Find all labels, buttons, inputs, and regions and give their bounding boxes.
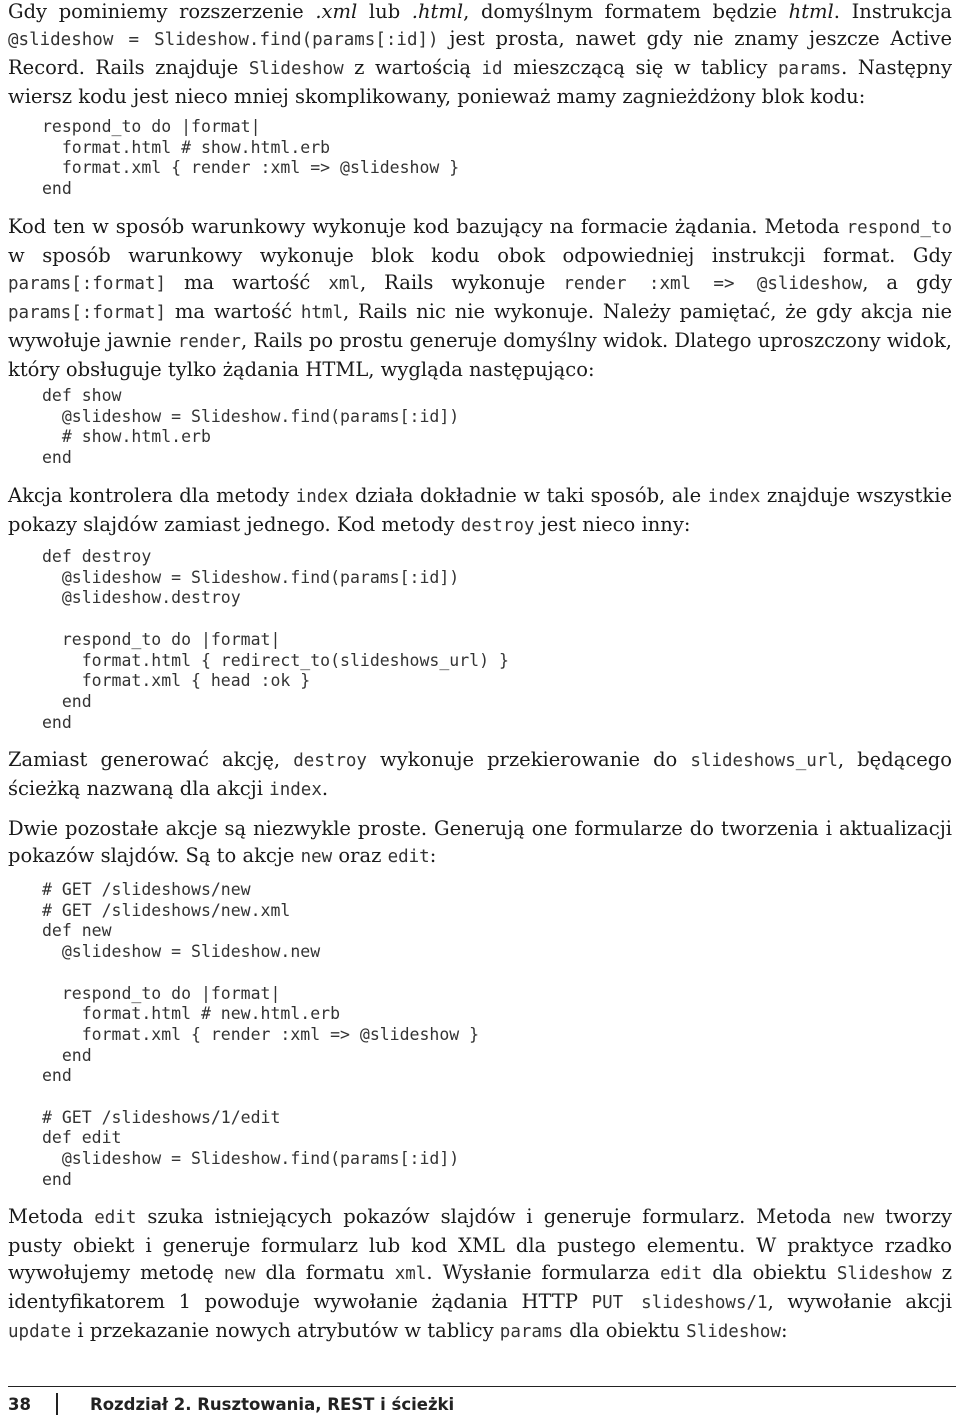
text-run: , a gdy (862, 271, 953, 294)
inline-code: html (300, 303, 344, 323)
text-run: dla formatu (255, 1261, 395, 1284)
inline-code: Slideshow (686, 1322, 781, 1342)
inline-code: params (777, 59, 842, 79)
inline-code: params[:format] (8, 303, 167, 323)
text-run: , będącego ścieżką nazwaną dla akcji (8, 748, 952, 800)
inline-code: render :xml => @slideshow (563, 274, 863, 294)
inline-code: destroy (460, 516, 535, 536)
inline-code: Slideshow (248, 59, 344, 79)
text-run: : (429, 844, 437, 867)
italic-text: .html (411, 0, 464, 23)
inline-code: index (295, 487, 349, 507)
inline-code: edit (660, 1264, 703, 1284)
inline-code: new (842, 1208, 875, 1228)
inline-code: params[:format] (8, 274, 167, 294)
text-run: tworzy pusty obiekt i generuje formularz lub kod XML dla pustego elementu. W praktyce rzadko wywołujemy metodę (8, 1205, 953, 1284)
text-run: lub (357, 0, 412, 23)
inline-code: Slideshow (836, 1264, 932, 1284)
inline-code: index (269, 780, 322, 800)
text-run: Dwie pozostałe akcje są niezwykle proste. Generują one formularze do tworzenia i aktualizacji pokazów slajdów. Są to akcje (8, 817, 952, 867)
text-run: Kod ten w sposób warunkowy wykonuje kod bazujący na formacie żądania. Metoda (8, 215, 847, 238)
text-run: szuka istniejących pokazów slajdów i generuje formularz. Metoda (136, 1205, 843, 1228)
footer-divider (56, 1393, 58, 1415)
inline-code: edit (387, 847, 430, 867)
inline-code: index (707, 487, 761, 507)
inline-code: new (300, 847, 333, 867)
paragraph-1 (8, 0, 952, 110)
inline-code: destroy (293, 751, 367, 771)
text-run: ma wartość (166, 300, 301, 323)
text-run: . Następny wiersz kodu jest nieco mniej skomplikowany, ponieważ mamy zagnieżdżony blok kodu: (8, 56, 953, 108)
code-block-show: def show @slideshow = Slideshow.find(params[:id]) # show.html.erb end (42, 386, 460, 468)
text-run: . Instrukcja (833, 0, 952, 23)
text-run: jest nieco inny: (534, 513, 691, 536)
text-run: wykonuje przekierowanie do (366, 748, 691, 771)
text-run: . Wysłanie formularza (426, 1261, 661, 1284)
text-run: Zamiast generować akcję, (8, 748, 294, 771)
inline-code: xml (328, 274, 360, 294)
code-block-new-edit: # GET /slideshows/new # GET /slideshows/new.xml def new @slideshow = Slideshow.new respond_to do |format| format.html # new.html.erb format.xml { render :xml => @slideshow } end end # GET /slideshows/1/edit def edit @slideshow = Slideshow.find(params[:id]) end (42, 880, 480, 1189)
page-footer (8, 1386, 956, 1417)
text-run: Metoda (8, 1205, 95, 1228)
code-block-destroy: def destroy @slideshow = Slideshow.find(params[:id]) @slideshow.destroy respond_to do |format| format.html { redirect_to(slideshows_url) } format.xml { head :ok } end end (42, 547, 509, 732)
inline-code: params (499, 1322, 563, 1342)
inline-code: slideshows_url (690, 751, 838, 771)
text-run: , wywołanie akcji (767, 1290, 952, 1313)
italic-text: html (788, 0, 834, 23)
text-run: dla obiektu (563, 1319, 687, 1342)
inline-code: new (223, 1264, 256, 1284)
text-run: , Rails po prostu generuje domyślny widok. Dlatego uproszczony widok, który obsługuje tylko żądania HTML, wygląda następująco: (8, 329, 952, 381)
paragraph-6 (8, 1203, 952, 1346)
text-run: Akcja kontrolera dla metody (8, 484, 296, 507)
inline-code: respond_to (846, 218, 952, 238)
inline-code: xml (394, 1264, 427, 1284)
paragraph-2 (8, 213, 952, 383)
text-run: jest prosta, nawet gdy nie znamy jeszcze Active Record. Rails znajduje (8, 27, 953, 79)
text-run: z identyfikatorem 1 powoduje wywołanie żądania HTTP (8, 1261, 953, 1313)
inline-code: id (481, 59, 503, 79)
text-run: oraz (332, 844, 388, 867)
paragraph-4 (8, 746, 952, 804)
text-run: dla obiektu (702, 1261, 837, 1284)
text-run: mieszczącą się w tablicy (502, 56, 778, 79)
text-run: znajduje wszystkie pokazy slajdów zamiast jednego. Kod metody (8, 484, 952, 536)
text-run: , domyślnym formatem będzie (463, 0, 789, 23)
paragraph-3 (8, 482, 952, 540)
text-run: , Rails nic nie wykonuje. Należy pamiętać, że gdy akcja nie wywołuje jawnie (8, 300, 953, 352)
inline-code: @slideshow = Slideshow.find(params[:id]) (8, 30, 439, 50)
text-run: i przekazanie nowych atrybutów w tablicy (71, 1319, 500, 1342)
text-run: : (780, 1319, 788, 1342)
inline-code: update (8, 1322, 72, 1342)
text-run: z wartością (343, 56, 482, 79)
text-run: , Rails wykonuje (359, 271, 564, 294)
inline-code: PUT slideshows/1 (591, 1293, 768, 1313)
italic-text: .xml (315, 0, 358, 23)
text-run: ma wartość (166, 271, 329, 294)
page-number: 38 (8, 1395, 31, 1414)
paragraph-5 (8, 815, 952, 871)
inline-code: edit (94, 1208, 137, 1228)
text-run: Gdy pominiemy rozszerzenie (8, 0, 316, 23)
chapter-title: Rozdział 2. Rusztowania, REST i ścieżki (90, 1395, 455, 1414)
text-run: . (321, 777, 329, 800)
text-run: działa dokładnie w taki sposób, ale (348, 484, 708, 507)
code-block-respond-to: respond_to do |format| format.html # show.html.erb format.xml { render :xml => @slideshow } end (42, 117, 460, 199)
text-run: w sposób warunkowy wykonuje blok kodu obok odpowiedniej instrukcji format. Gdy (8, 244, 952, 267)
inline-code: render (177, 332, 241, 352)
